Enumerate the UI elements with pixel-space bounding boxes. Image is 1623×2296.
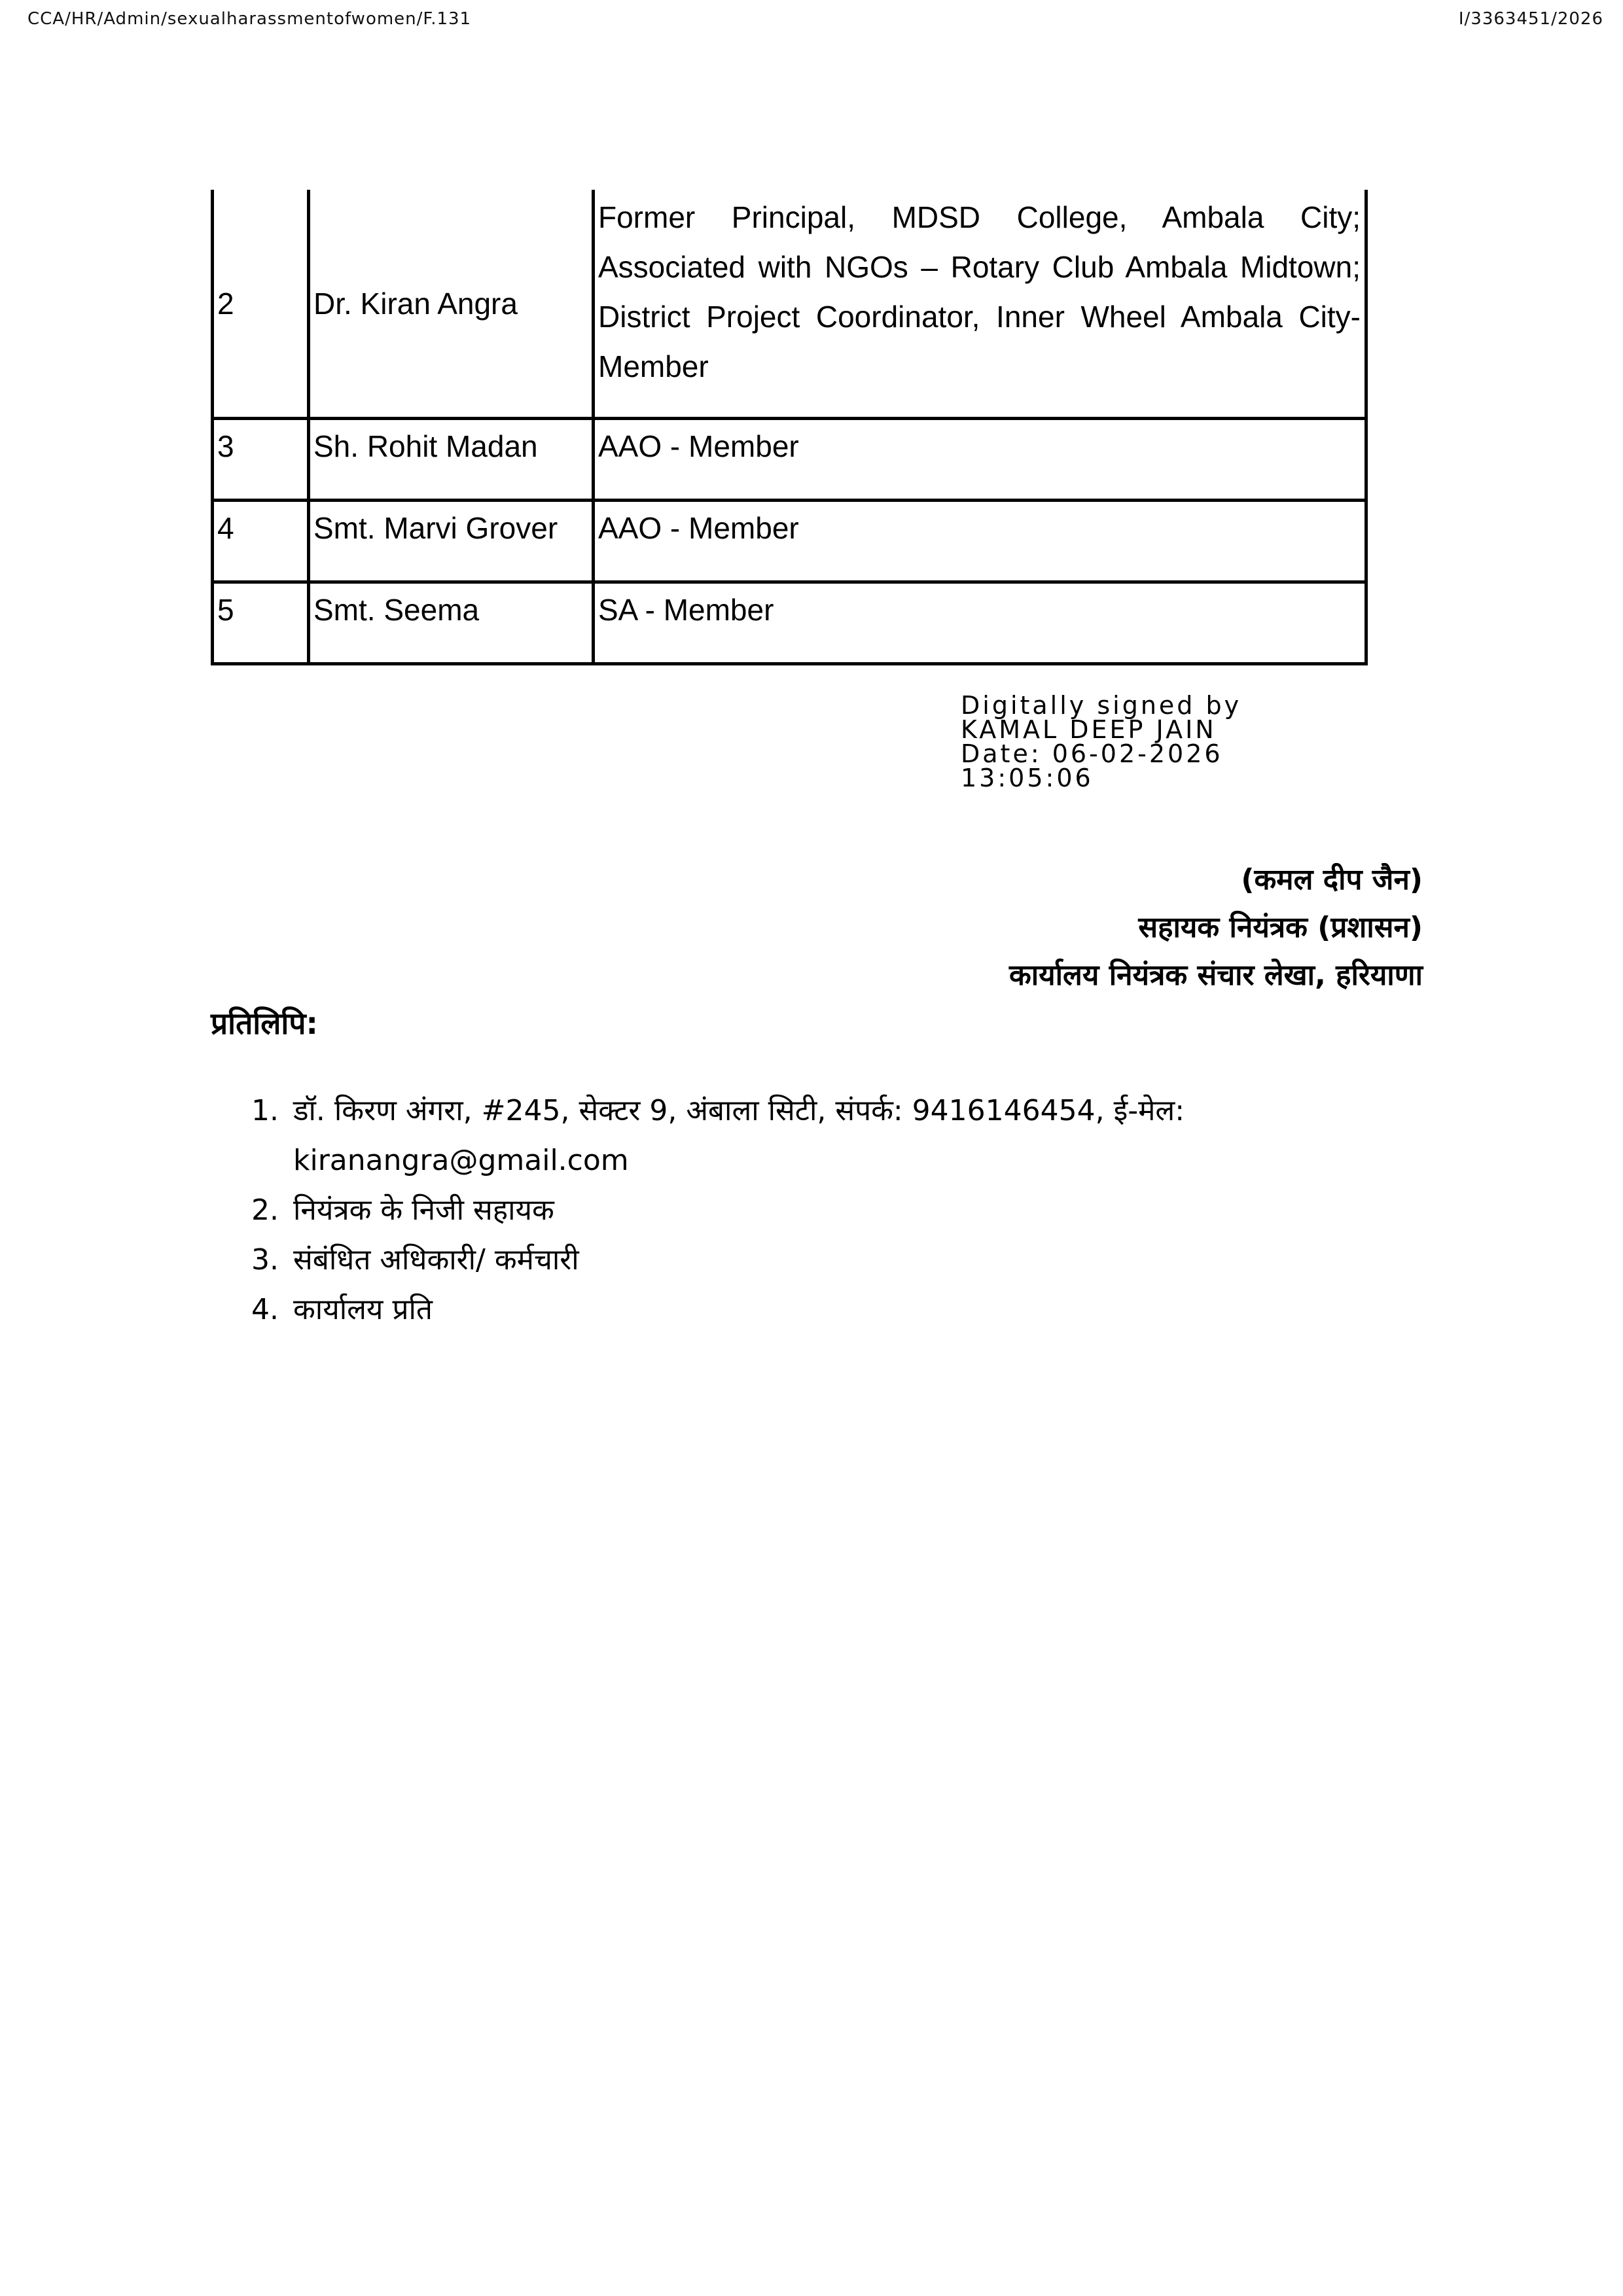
signature-line: Digitally signed by <box>961 691 1242 720</box>
member-name: Smt. Seema <box>309 582 594 664</box>
serial-number: 3 <box>213 419 309 501</box>
list-item <box>211 1086 1323 1186</box>
list-number: 2. <box>251 1193 279 1227</box>
member-name: Sh. Rohit Madan <box>309 419 594 501</box>
member-name: Dr. Kiran Angra <box>309 190 594 419</box>
serial-number: 5 <box>213 582 309 664</box>
list-item <box>211 1235 1323 1285</box>
table-row <box>213 582 1366 664</box>
table-row <box>213 190 1366 419</box>
signatory-block <box>1009 856 1423 999</box>
digital-signature-stamp <box>961 691 1242 792</box>
officer-designation: सहायक नियंत्रक (प्रशासन) <box>1138 911 1423 944</box>
table-row <box>213 501 1366 582</box>
signature-signer: KAMAL DEEP JAIN <box>961 715 1217 744</box>
list-text: संबंधित अधिकारी/ कर्मचारी <box>293 1243 579 1277</box>
serial-number: 4 <box>213 501 309 582</box>
list-item <box>211 1285 1323 1335</box>
list-text: नियंत्रक के निजी सहायक <box>293 1193 554 1227</box>
member-name: Smt. Marvi Grover <box>309 501 594 582</box>
serial-number: 2 <box>213 190 309 419</box>
list-item <box>211 1186 1323 1235</box>
list-text: डॉ. किरण अंगरा, #245, सेक्टर 9, अंबाला सिटी, संपर्क: 9416146454, ई-मेल: kiranangra@gmail.com <box>293 1094 1185 1177</box>
file-number: CCA/HR/Admin/sexualharassmentofwomen/F.131 <box>27 9 472 29</box>
member-role: AAO - Member <box>594 419 1366 501</box>
signature-date: Date: 06-02-2026 <box>961 739 1223 768</box>
member-role: AAO - Member <box>594 501 1366 582</box>
member-role: SA - Member <box>594 582 1366 664</box>
copy-to-list <box>211 1086 1323 1335</box>
table-row <box>213 419 1366 501</box>
copy-to-heading: प्रतिलिपि: <box>211 1006 318 1041</box>
list-text: कार्यालय प्रति <box>293 1293 433 1326</box>
signature-time: 13:05:06 <box>961 764 1094 792</box>
member-role: Former Principal, MDSD College, Ambala City; Associated with NGOs – Rotary Club Ambala Midtown; District Project Coordinator, Inner Wheel Ambala City-Member <box>594 190 1366 419</box>
officer-name: (कमल दीप जैन) <box>1241 863 1423 896</box>
list-number: 4. <box>251 1293 279 1326</box>
list-number: 1. <box>251 1094 279 1127</box>
list-number: 3. <box>251 1243 279 1277</box>
officer-office: कार्यालय नियंत्रक संचार लेखा, हरियाणा <box>1008 959 1423 992</box>
reference-number: I/3363451/2026 <box>1458 9 1603 29</box>
committee-members-table <box>211 190 1368 665</box>
